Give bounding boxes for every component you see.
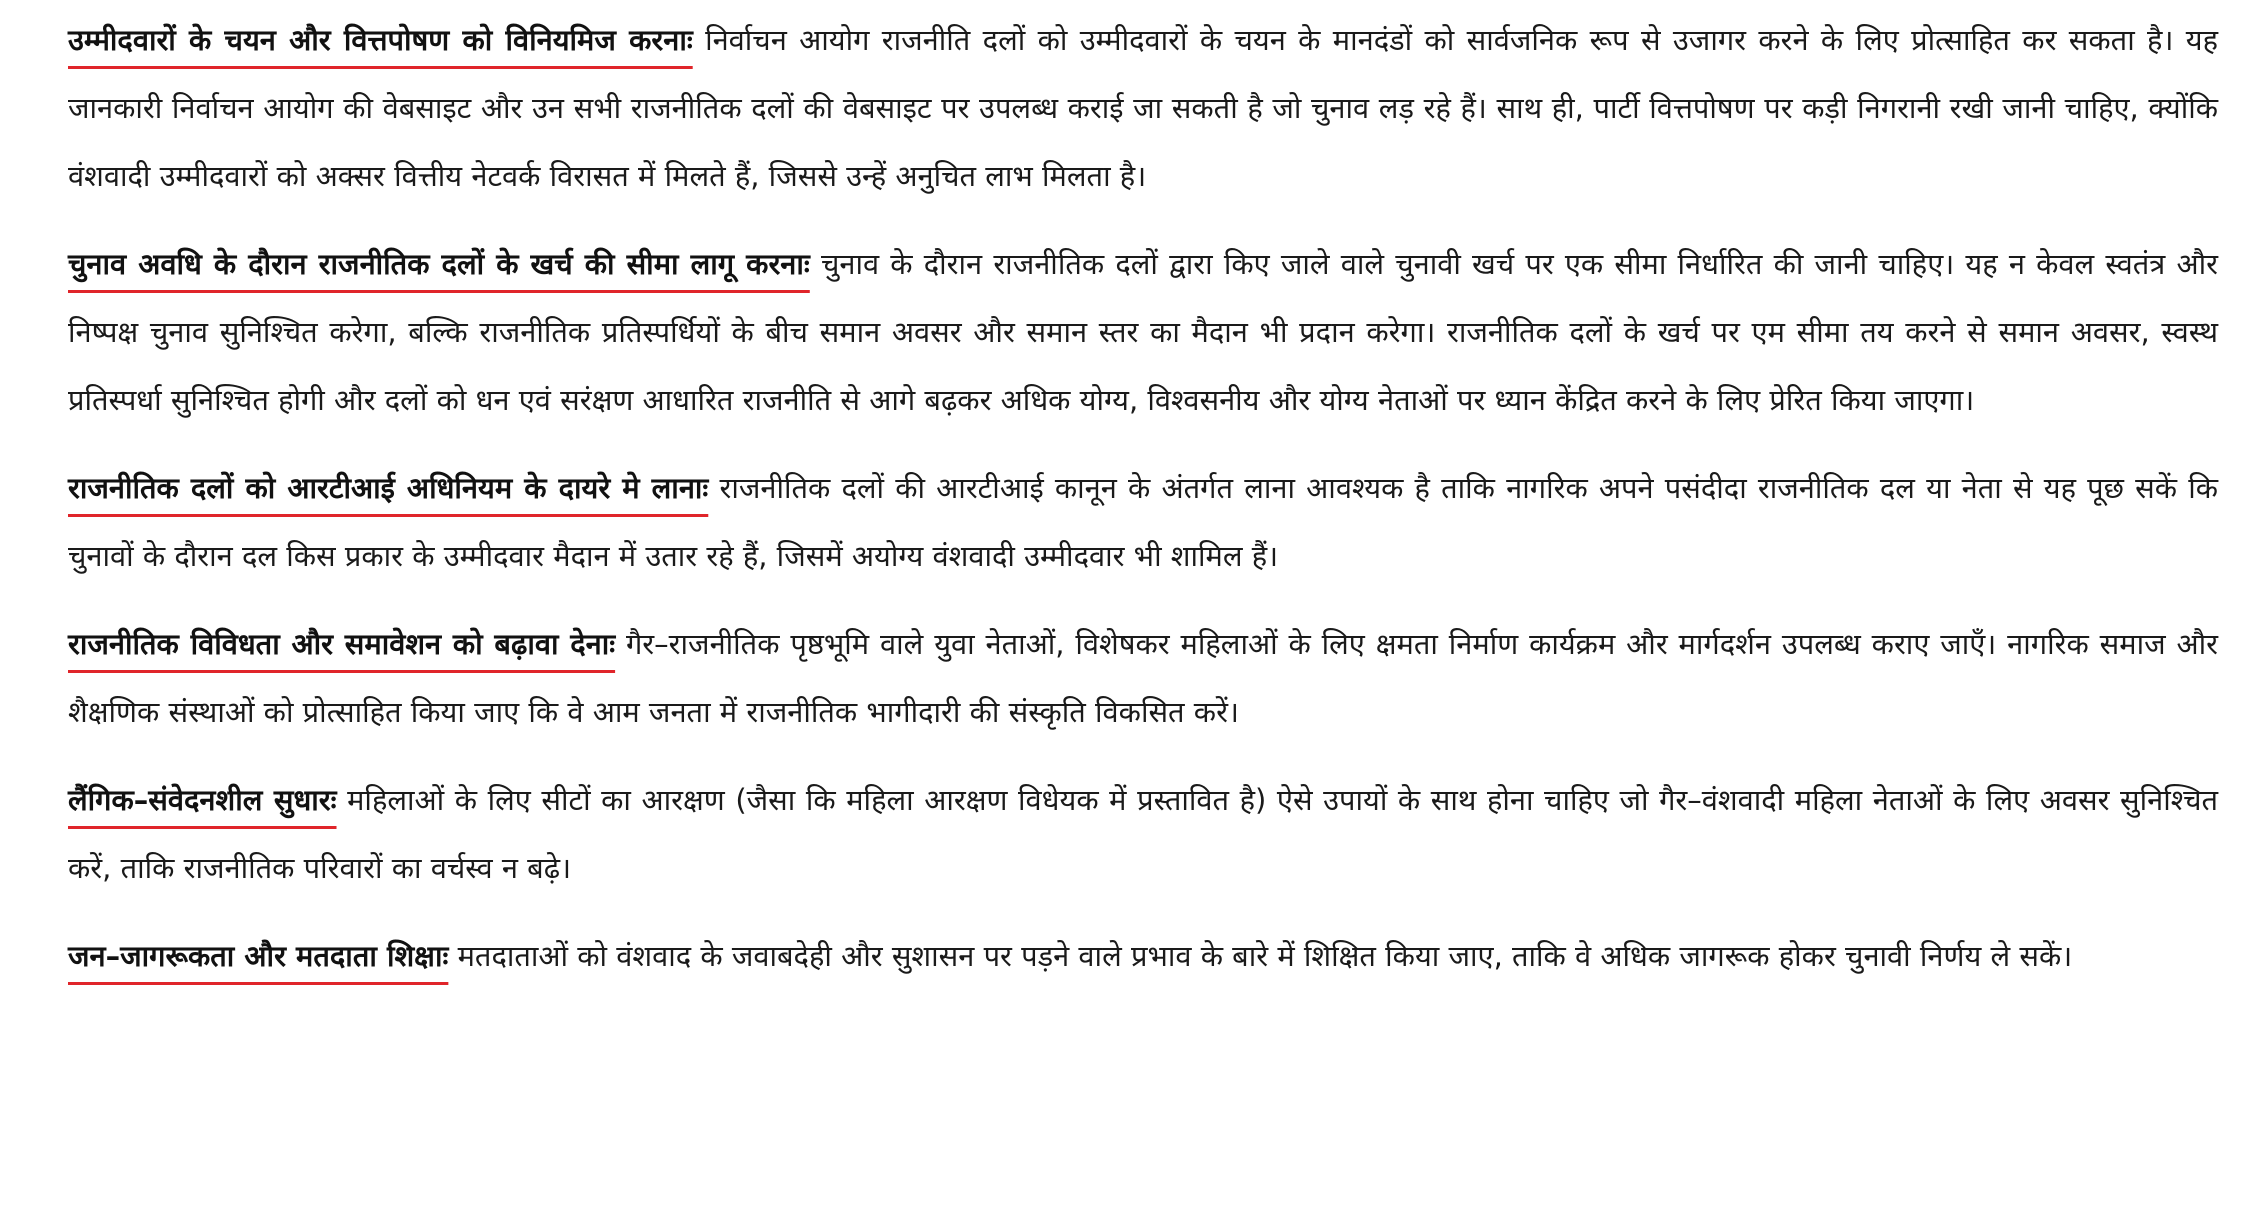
section-text: मतदाताओं को वंशवाद के जवाबदेही और सुशासन पर पड़ने वाले प्रभाव के बारे में शिक्षित किया जाए, ताकि वे अधिक जागरूक होकर चुनावी निर्णय ले सकें।	[457, 939, 2073, 973]
section-rti-act	[68, 454, 2218, 590]
section-heading: जन–जागरूकता और मतदाता शिक्षाः	[68, 939, 449, 973]
section-voter-education	[68, 922, 2218, 990]
section-gender-sensitive-reform	[68, 766, 2218, 902]
section-heading: उम्मीदवारों के चयन और वित्तपोषण को विनियमिज करनाः	[68, 23, 693, 57]
section-text: राजनीतिक दलों की आरटीआई कानून के अंतर्गत लाना आवश्यक है ताकि नागरिक अपने पसंदीदा राजनीतिक दल या नेता से यह पूछ सकें कि चुनावों के दौरान दल किस प्रकार के उम्मीदवार मैदान में उतार रहे हैं, जिसमें अयोग्य वंशवादी उम्मीदवार भी शामिल हैं।	[68, 471, 2218, 573]
section-heading: लैंगिक–संवेदनशील सुधारः	[68, 783, 337, 817]
section-candidate-selection-financing	[68, 6, 2218, 210]
section-heading: राजनीतिक दलों को आरटीआई अधिनियम के दायरे मे लानाः	[68, 471, 709, 505]
section-text: गैर–राजनीतिक पृष्ठभूमि वाले युवा नेताओं, विशेषकर महिलाओं के लिए क्षमता निर्माण कार्यक्रम और मार्गदर्शन उपलब्ध कराए जाएँ। नागरिक समाज और शैक्षणिक संस्थाओं को प्रोत्साहित किया जाए कि वे आम जनता में राजनीतिक भागीदारी की संस्कृति विकसित करें।	[68, 627, 2219, 729]
section-heading: राजनीतिक विविधता और समावेशन को बढ़ावा देनाः	[68, 627, 616, 661]
section-diversity-inclusion	[68, 610, 2218, 746]
section-heading: चुनाव अवधि के दौरान राजनीतिक दलों के खर्च की सीमा लागू करनाः	[68, 247, 810, 281]
section-text: निर्वाचन आयोग राजनीति दलों को उम्मीदवारों के चयन के मानदंडों को सार्वजनिक रूप से उजागर करने के लिए प्रोत्साहित कर सकता है। यह जानकारी निर्वाचन आयोग की वेबसाइट और उन सभी राजनीतिक दलों की वेबसाइट पर उपलब्ध कराई जा सकती है जो चुनाव लड़ रहे हैं। साथ ही, पार्टी वित्तपोषण पर कड़ी निगरानी रखी जानी चाहिए, क्योंकि वंशवादी उम्मीदवारों को अक्सर वित्तीय नेटवर्क विरासत में मिलते हैं, जिससे उन्हें अनुचित लाभ मिलता है।	[68, 23, 2219, 193]
section-text: चुनाव के दौरान राजनीतिक दलों द्वारा किए जाले वाले चुनावी खर्च पर एक सीमा निर्धारित की जानी चाहिए। यह न केवल स्वतंत्र और निष्पक्ष चुनाव सुनिश्चित करेगा, बल्कि राजनीतिक प्रतिस्पर्धियों के बीच समान अवसर और समान स्तर का मैदान भी प्रदान करेगा। राजनीतिक दलों के खर्च पर एम सीमा तय करने से समान अवसर, स्वस्थ प्रतिस्पर्धा सुनिश्चित होगी और दलों को धन एवं सरंक्षण आधारित राजनीति से आगे बढ़कर अधिक योग्य, विश्वसनीय और योग्य नेताओं पर ध्यान केंद्रित करने के लिए प्रेरित किया जाएगा।	[68, 247, 2218, 417]
section-text: महिलाओं के लिए सीटों का आरक्षण (जैसा कि महिला आरक्षण विधेयक में प्रस्तावित है) ऐसे उपायों के साथ होना चाहिए जो गैर–वंशवादी महिला नेताओं के लिए अवसर सुनिश्चित करें, ताकि राजनीतिक परिवारों का वर्चस्व न बढ़े।	[68, 783, 2219, 885]
section-election-spending-limit	[68, 230, 2218, 434]
document-body	[68, 6, 2218, 990]
